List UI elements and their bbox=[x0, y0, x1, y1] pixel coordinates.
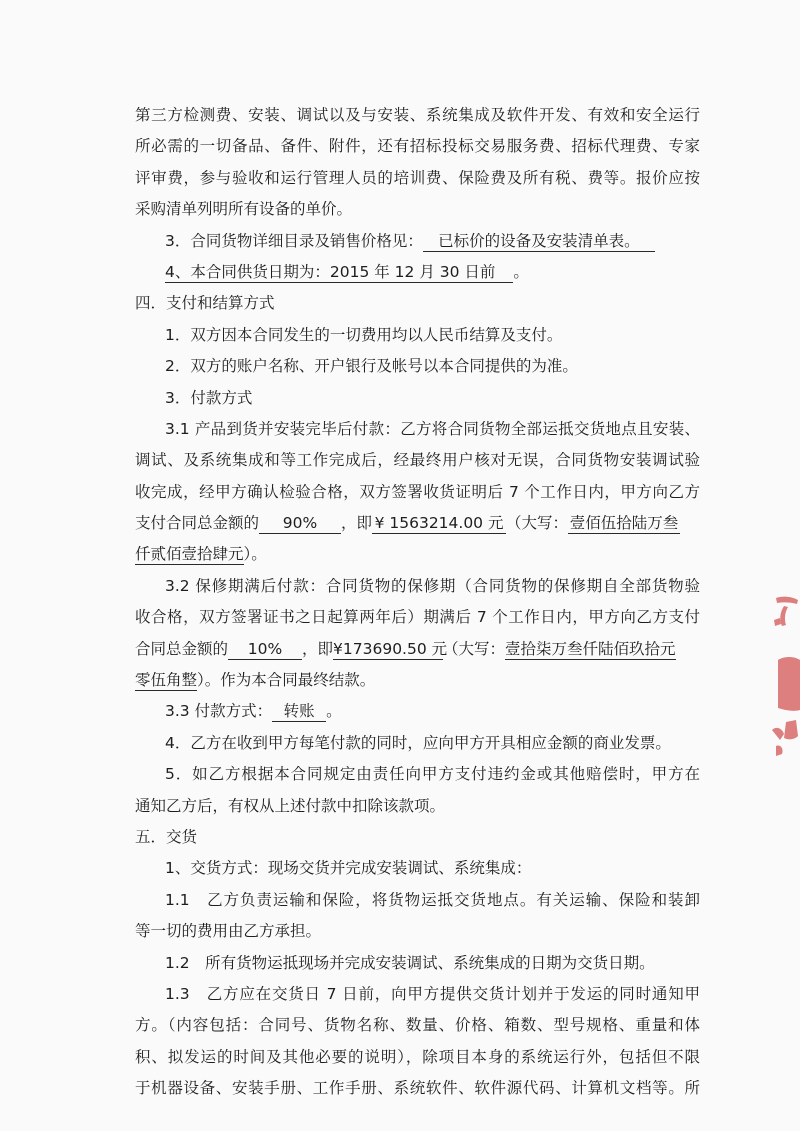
text-line: 采购清单列明所有设备的单价。 bbox=[135, 200, 353, 219]
percent-field: 90% bbox=[259, 514, 341, 534]
clause-5-1-3-line: 方。（内容包括：合同号、货物名称、数量、价格、箱数、型号规格、重量和体 bbox=[135, 1016, 700, 1035]
text-span: ，即 bbox=[302, 639, 334, 658]
clause-5-1-3-line: 积、拟发运的时间及其他必要的说明），除项目本身的系统运行外，包括但不限 bbox=[135, 1047, 700, 1066]
text-span: 支付合同总金额的 bbox=[135, 514, 260, 533]
clause-4-5-line: 5．如乙方根据本合同规定由责任向甲方支付违约金或其他赔偿时，甲方在 bbox=[165, 765, 700, 784]
amount-in-words-field: 壹拾柒万叁仟陆佰玖拾元 bbox=[505, 639, 676, 658]
clause-5-1-3-line: 1.3 乙方应在交货日 7 日前，向甲方提供交货计划并于发运的同时通知甲 bbox=[165, 984, 700, 1003]
clause-3-1-line: 3.1 产品到货并安装完毕后付款：乙方将合同货物全部运抵交货地点且安装、 bbox=[165, 419, 700, 438]
clause-3-2-line: 收合格，双方签署证书之日起算两年后）期满后 7 个工作日内，甲方向乙方支付 bbox=[135, 608, 700, 627]
amount-in-words-field: 零伍角整 bbox=[135, 671, 198, 690]
text-span: （大写： bbox=[506, 514, 569, 533]
text-span: 3.3 付款方式： bbox=[165, 702, 273, 721]
text-span: 。 bbox=[326, 702, 342, 721]
clause-3-1-line: 调试、及系统集成和等工作完成后，经最终用户核对无误，合同货物安装调试验 bbox=[135, 451, 700, 470]
item-3 bbox=[135, 226, 700, 257]
clause-5-1: 1、交货方式：现场交货并完成安装调试、系统集成： bbox=[165, 859, 532, 878]
amount-in-words-field: 仟贰佰壹拾肆元 bbox=[135, 545, 244, 564]
item-4 bbox=[135, 257, 700, 288]
text-span: 合同总金额的 bbox=[135, 639, 229, 658]
red-seal-stamp bbox=[764, 590, 800, 770]
clause-4-5-line: 通知乙方后，有权从上述付款中扣除该款项。 bbox=[135, 796, 446, 815]
delivery-date-field: 4、本合同供货日期为：2015 年 12 月 30 日前 bbox=[165, 263, 513, 283]
text-span: ，即 bbox=[341, 514, 373, 533]
contract-text bbox=[135, 100, 700, 1105]
text-line: 所必需的一切备品、备件、附件，还有招标投标交易服务费、招标代理费、专家 bbox=[135, 137, 700, 156]
clause-5-1-3-line: 于机器设备、安装手册、工作手册、系统软件、软件源代码、计算机文档等。所 bbox=[135, 1079, 700, 1098]
goods-list-field: 已标价的设备及安装清单表。 bbox=[423, 232, 655, 252]
clause-3-3 bbox=[135, 696, 700, 727]
clause-3-1-line bbox=[135, 539, 700, 570]
clause-3-2-line: 3.2 保修期满后付款：合同货物的保修期（合同货物的保修期自全部货物验 bbox=[165, 576, 700, 595]
clause-5-1-1-line: 等一切的费用由乙方承担。 bbox=[135, 922, 322, 941]
clause-4-1: 1．双方因本合同发生的一切费用均以人民币结算及支付。 bbox=[165, 325, 563, 344]
clause-3-2-line bbox=[135, 634, 700, 665]
amount-field: ¥173690.50 元 bbox=[333, 639, 448, 658]
clause-3-2-line bbox=[135, 665, 700, 696]
clause-3-1-line: 收完成，经甲方确认检验合格，双方签署收货证明后 7 个工作日内，甲方向乙方 bbox=[135, 482, 700, 501]
payment-method-field: 转账 bbox=[272, 702, 326, 722]
section-5-title: 五．交货 bbox=[135, 827, 198, 846]
text-line: 第三方检测费、安装、调试以及与安装、系统集成及软件开发、有效和安全运行 bbox=[135, 106, 700, 124]
clause-3-1-line bbox=[135, 508, 700, 539]
text-span: （大写： bbox=[443, 639, 506, 658]
amount-field: ¥ 1563214.00 元 bbox=[372, 514, 506, 534]
clause-4-2: 2．双方的账户名称、开户银行及帐号以本合同提供的为准。 bbox=[165, 357, 578, 376]
clause-5-1-1-line: 1.1 乙方负责运输和保险，将货物运抵交货地点。有关运输、保险和装卸 bbox=[165, 890, 700, 909]
text-line: 评审费，参与验收和运行管理人员的培训费、保险费及所有税、费等。报价应按 bbox=[135, 168, 700, 187]
clause-4-4: 4．乙方在收到甲方每笔付款的同时，应向甲方开具相应金额的商业发票。 bbox=[165, 733, 671, 752]
clause-4-3: 3．付款方式 bbox=[165, 388, 253, 407]
percent-field: 10% bbox=[228, 640, 302, 660]
item-4-suffix: 。 bbox=[513, 262, 529, 281]
item-3-prefix: 3．合同货物详细目录及销售价格见： bbox=[165, 231, 423, 250]
clause-5-1-2: 1.2 所有货物运抵现场并完成安装调试、系统集成的日期为交货日期。 bbox=[165, 953, 655, 972]
text-span: ）。 bbox=[243, 545, 267, 564]
amount-in-words-field: 壹佰伍拾陆万叁 bbox=[569, 514, 679, 533]
text-span: ）。作为本合同最终结款。 bbox=[197, 671, 376, 690]
section-4-title: 四．支付和结算方式 bbox=[135, 294, 275, 313]
